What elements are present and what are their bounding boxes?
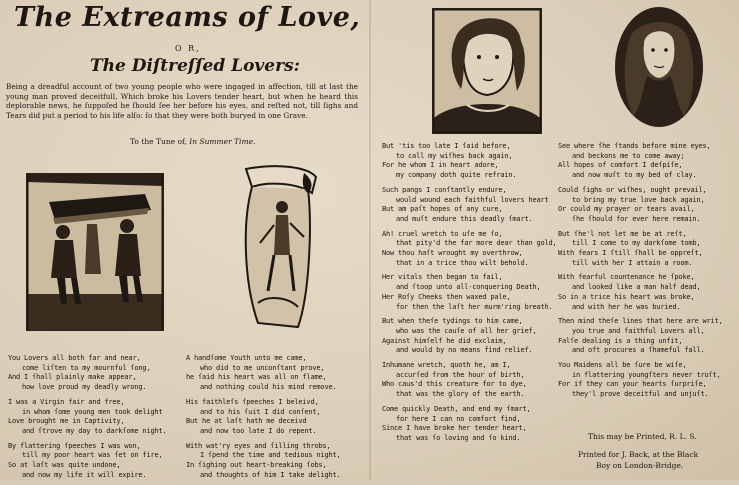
verse-line: With wat'ry eyes and ſilling throbs, bbox=[186, 441, 331, 450]
verse-line: and ſtoop unto all-conquering Death, bbox=[396, 283, 541, 292]
verse-line: would wound each faithful lovers heart bbox=[396, 195, 549, 204]
coffin-bearers-woodcut bbox=[26, 173, 164, 331]
verse-line: till with her I attain a room. bbox=[572, 258, 693, 267]
verse-line: you true and faithful Lovers all, bbox=[572, 326, 705, 335]
verse-line: that was the glory of the earth. bbox=[396, 390, 525, 399]
verse-line: and would by no means find relief. bbox=[396, 346, 533, 355]
verse-line: You Maidens all be ſure be wiſe, bbox=[558, 361, 687, 370]
stanza-9 bbox=[382, 230, 557, 269]
verse-line: in whom ſome young men took delight bbox=[22, 407, 163, 416]
verse-line: In ſighing out heart-breaking ſobs, bbox=[186, 461, 327, 470]
verse-line: But he at laſt hath me deceivd bbox=[186, 417, 307, 426]
verse-line: But when theſe tydings to him came, bbox=[382, 317, 523, 326]
stanza-11 bbox=[382, 317, 557, 356]
verse-line: Ah! cruel wretch to uſe me ſo, bbox=[382, 229, 503, 238]
stanza-6 bbox=[186, 442, 341, 481]
printer-line-1: Printed for J. Back, at the Black bbox=[578, 450, 699, 459]
verse-line: they'l prove deceitful and unjuſt. bbox=[572, 390, 709, 399]
verse-line: come liſten to my mournful ſong, bbox=[22, 363, 151, 372]
tune-prefix: To the Tune of, bbox=[130, 137, 187, 146]
verse-line: So in a trice his heart was broke, bbox=[558, 292, 695, 301]
stanza-7 bbox=[382, 142, 557, 181]
verse-line: Since I have broke her tender heart, bbox=[382, 424, 527, 433]
stanza-1 bbox=[8, 354, 167, 393]
verse-column-1 bbox=[8, 354, 167, 485]
verse-line: For if they can your hearts ſurpriſe, bbox=[558, 380, 707, 389]
verse-line: But 'tis too late I ſaid before, bbox=[382, 142, 511, 150]
stanza-19 bbox=[558, 361, 723, 400]
verse-line: and ſtrove my day to darkſome night. bbox=[22, 426, 167, 435]
verse-line: that was ſo loving and ſo kind. bbox=[396, 433, 521, 442]
verse-line: Her vitals then began to fail, bbox=[382, 273, 503, 282]
verse-line: and nothing could his mind remove. bbox=[200, 383, 337, 392]
verse-line: and beckons me to come away; bbox=[572, 151, 685, 160]
verse-line: to call my wiſhes back again, bbox=[396, 151, 513, 160]
stanza-5 bbox=[186, 398, 341, 437]
verse-line: till I come to my darkſome tomb, bbox=[572, 239, 701, 248]
verse-line: Inhumane wretch, quoth he, am I, bbox=[382, 361, 511, 370]
verse-line: Could ſighs or wiſhes, ought prevail, bbox=[558, 185, 707, 194]
stanza-10 bbox=[382, 273, 557, 312]
verse-line: and oft procures a ſhameful fall. bbox=[572, 346, 705, 355]
stanza-16 bbox=[558, 230, 723, 269]
verse-line: Her Roſy Cheeks then waxed pale, bbox=[382, 292, 511, 301]
ballad-title: The Extreams of Love, bbox=[14, 2, 361, 33]
verse-line: my company doth quite refrain. bbox=[396, 171, 517, 180]
stanza-2 bbox=[8, 398, 167, 437]
stanza-12 bbox=[382, 361, 557, 400]
verse-line: for then the laſt her murm'ring breath. bbox=[396, 302, 553, 311]
ballad-subtitle: The Diſtreſſed Lovers: bbox=[90, 56, 300, 76]
verse-line: he ſaid his heart was all on flame, bbox=[186, 373, 327, 382]
verse-line: But am paſt hopes of any cure, bbox=[382, 205, 503, 214]
verse-line: Such pangs I conſtantly endure, bbox=[382, 185, 507, 194]
verse-line: Then mind theſe lines that here are writ, bbox=[558, 317, 723, 326]
printer-line-2: Boy on London-Bridge. bbox=[596, 461, 684, 470]
verse-column-3 bbox=[382, 142, 557, 449]
verse-line: For he whom I in heart adore, bbox=[382, 161, 499, 170]
verse-line: His faithleſs ſpeeches I beleivd, bbox=[186, 397, 319, 406]
verse-line: Come quickly Death, and end my ſmart, bbox=[382, 404, 531, 413]
or-label: O R, bbox=[175, 44, 201, 53]
verse-line: and to his ſuit I did conſent, bbox=[200, 407, 321, 416]
verse-line: ſhe ſhould for ever here remain. bbox=[572, 214, 701, 223]
death-figure-woodcut bbox=[238, 163, 320, 331]
verse-line: So at laſt was quite undone, bbox=[8, 461, 121, 470]
stanza-8 bbox=[382, 186, 557, 225]
stanza-13 bbox=[382, 405, 557, 444]
verse-line: that pity'd the far more dear than gold, bbox=[396, 239, 557, 248]
ballad-description: Being a dreadful account of two young people who were ingaged in affection, till at last the young man proved deceitfull, Which broke his Lovers tender heart, but when he heard this deplorable news, he ſuppoſed he ſhould ſee her before his eyes, and reſted not, till ſighs and Tears did put a period to his life alſo: ſo that they were both buryed in one Grave. bbox=[6, 82, 358, 120]
verse-line: Who caus'd this creature for to dye, bbox=[382, 380, 527, 389]
tune-name: In Summer Time. bbox=[189, 137, 256, 146]
verse-line: how love proud my deadly wrong. bbox=[22, 383, 147, 392]
license-line: This may be Printed, R. L. S. bbox=[588, 432, 697, 441]
verse-line: Against himſelf he did exclaim, bbox=[382, 336, 507, 345]
verse-line: You Lovers all both far and near, bbox=[8, 354, 141, 362]
verse-line: and now muſt to my bed of clay. bbox=[572, 171, 697, 180]
verse-line: See where ſhe ſtands before mine eyes, bbox=[558, 142, 711, 150]
stanza-17 bbox=[558, 273, 723, 312]
verse-line: who did to me unconſtant prove, bbox=[200, 363, 325, 372]
verse-line: and now my life it will expire. bbox=[22, 470, 147, 479]
verse-line: I was a Virgin fair and free, bbox=[8, 397, 125, 406]
verse-line: By flattering ſpeeches I was won, bbox=[8, 441, 141, 450]
verse-line: I ſpend the time and tedious night, bbox=[200, 451, 341, 460]
verse-line: and muſt endure this deadly ſmart. bbox=[396, 214, 533, 223]
gentleman-portrait-woodcut bbox=[614, 6, 704, 128]
stanza-14 bbox=[558, 142, 723, 181]
verse-line: accurſed from the hour of birth, bbox=[396, 370, 525, 379]
verse-line: All hopes of comfort I deſpiſe, bbox=[558, 161, 683, 170]
verse-line: With fears I ſtill ſhall be oppreſt, bbox=[558, 249, 703, 258]
verse-line: Or could my prayer or tears avail, bbox=[558, 205, 695, 214]
verse-line: But ſhe'l not let me be at reſt, bbox=[558, 229, 687, 238]
verse-line: and now too late I do repent. bbox=[200, 426, 317, 435]
verse-line: till my poor heart was ſet on fire, bbox=[22, 451, 163, 460]
tune-line bbox=[130, 137, 255, 146]
center-fold bbox=[369, 0, 371, 480]
verse-column-2 bbox=[186, 354, 341, 485]
verse-line: Falſe dealing is a thing unfit, bbox=[558, 336, 683, 345]
verse-line: and thoughts of him I take delight. bbox=[200, 470, 341, 479]
stanza-4 bbox=[186, 354, 341, 393]
stanza-18 bbox=[558, 317, 723, 356]
verse-line: And I ſhall plainly make appear, bbox=[8, 373, 137, 382]
verse-line: for here I can no comfort find, bbox=[396, 414, 521, 423]
verse-line: and looked like a man half dead, bbox=[572, 283, 701, 292]
verse-line: Love brought me in Captivity, bbox=[8, 417, 125, 426]
stanza-15 bbox=[558, 186, 723, 225]
verse-column-4 bbox=[558, 142, 723, 405]
verse-line: in flattering youngſters never truſt, bbox=[572, 370, 721, 379]
verse-line: who was the cauſe of all her grief, bbox=[396, 326, 537, 335]
verse-line: to bring my true love back again, bbox=[572, 195, 705, 204]
verse-line: With fearful countenance he ſpoke, bbox=[558, 273, 695, 282]
lady-portrait-woodcut bbox=[432, 8, 542, 134]
verse-line: Now thou haſt wrought my overthrow, bbox=[382, 249, 523, 258]
verse-line: that in a trice thou wilt behold. bbox=[396, 258, 529, 267]
verse-line: and with her he was buried. bbox=[572, 302, 681, 311]
verse-line: A handſome Youth unto me came, bbox=[186, 354, 307, 362]
stanza-3 bbox=[8, 442, 167, 481]
